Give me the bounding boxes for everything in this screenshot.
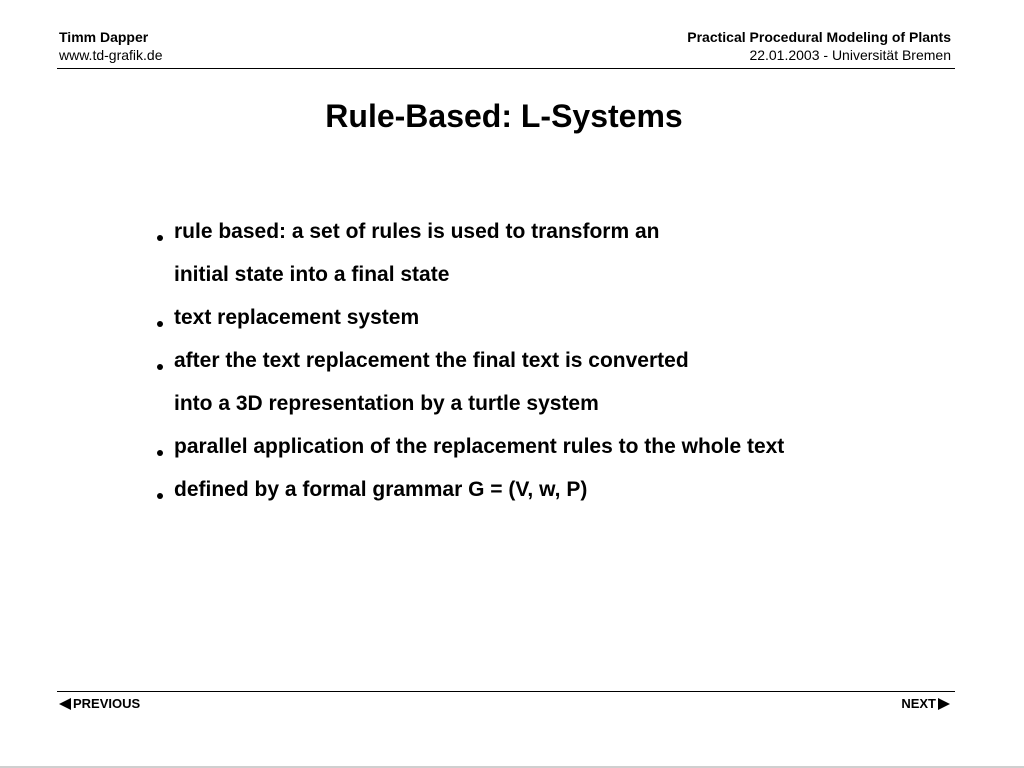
previous-button[interactable]	[59, 696, 140, 712]
next-label: NEXT	[901, 696, 936, 711]
bullet-text: text replacement system	[174, 306, 420, 329]
triangle-right-icon	[938, 698, 950, 710]
footer-divider	[57, 691, 955, 692]
bullet-dot-icon	[157, 493, 163, 499]
slide-title: Rule-Based: L-Systems	[325, 98, 683, 134]
header-left	[59, 28, 162, 64]
bullet-item	[155, 210, 955, 296]
bullet-text: defined by a formal grammar G = (V, w, P)	[174, 478, 588, 501]
bullet-item	[155, 339, 955, 425]
bullet-text: after the text replacement the final text is converted	[174, 349, 689, 372]
header-divider	[57, 68, 955, 69]
bullet-item	[155, 296, 955, 339]
triangle-left-icon	[59, 698, 71, 710]
bullet-text: parallel application of the replacement rules to the whole text	[174, 435, 785, 458]
date-venue: 22.01.2003 - Universität Bremen	[749, 47, 951, 63]
next-button[interactable]	[901, 696, 950, 712]
bullet-text: into a 3D representation by a turtle system	[174, 392, 599, 415]
bullet-text: rule based: a set of rules is used to transform an	[174, 220, 660, 243]
bullet-item	[155, 468, 955, 511]
bullet-dot-icon	[157, 235, 163, 241]
talk-title: Practical Procedural Modeling of Plants	[687, 29, 951, 45]
author-name: Timm Dapper	[59, 29, 149, 45]
bullet-dot-icon	[157, 321, 163, 327]
bullet-dot-icon	[157, 364, 163, 370]
bullet-list	[155, 210, 955, 511]
bullet-text: initial state into a final state	[174, 263, 450, 286]
author-website: www.td-grafik.de	[59, 47, 163, 63]
header-right	[687, 28, 951, 64]
bullet-dot-icon	[157, 450, 163, 456]
bullet-item	[155, 425, 955, 468]
previous-label: PREVIOUS	[73, 696, 141, 711]
